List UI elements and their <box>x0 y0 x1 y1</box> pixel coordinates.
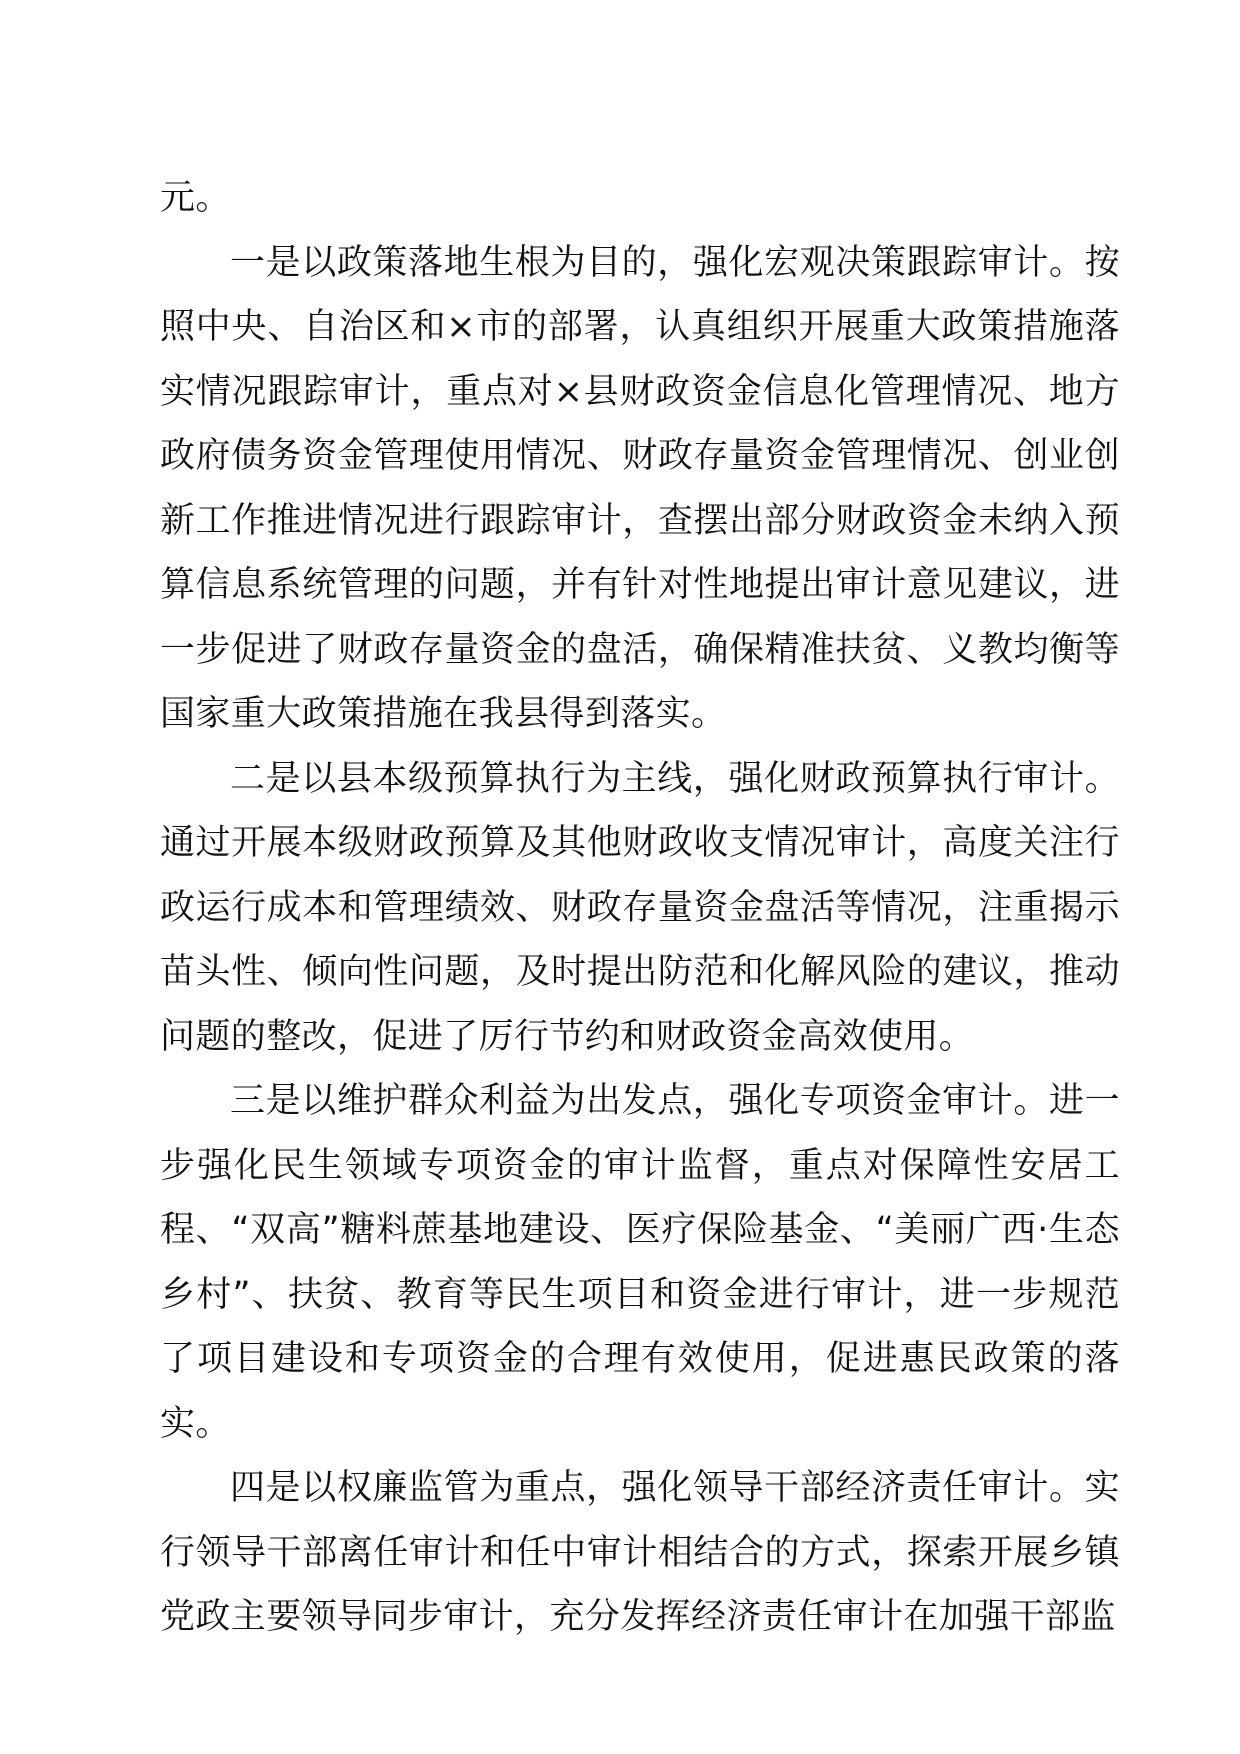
paragraph-continuation: 元。 <box>160 178 231 218</box>
paragraph-policy-audit: 一是以政策落地生根为目的，强化宏观决策跟踪审计。按照中央、自治区和×市的部署，认真组织开展重大政策措施落实情况跟踪审计，重点对×县财政资金信息化管理情况、地方政府债务资金管理使用情况、财政存量资金管理情况、创业创新工作推进情况进行跟踪审计，查摆出部分财政资金未纳入预算信息系统管理的问题，并有针对性地提出审计意见建议，进一步促进了财政存量资金的盘活，确保精准扶贫、义教均衡等国家重大政策措施在我县得到落实。 <box>160 242 1120 734</box>
paragraph-special-funds-audit: 三是以维护群众利益为出发点，强化专项资金审计。进一步强化民生领域专项资金的审计监督，重点对保障性安居工程、“双高”糖料蔗基地建设、医疗保险基金、“美丽广西·生态乡村”、扶贫、教育等民生项目和资金进行审计，进一步规范了项目建设和专项资金的合理有效使用，促进惠民政策的落实。 <box>160 1081 1120 1444</box>
document-body <box>160 166 1120 1650</box>
paragraph-budget-audit: 二是以县本级预算执行为主线，强化财政预算执行审计。通过开展本级财政预算及其他财政收支情况审计，高度关注行政运行成本和管理绩效、财政存量资金盘活等情况，注重揭示苗头性、倾向性问题，及时提出防范和化解风险的建议，推动问题的整改，促进了厉行节约和财政资金高效使用。 <box>160 758 1120 1057</box>
paragraph-economic-responsibility-audit: 四是以权廉监管为重点，强化领导干部经济责任审计。实行领导干部离任审计和任中审计相结合的方式，探索开展乡镇党政主要领导同步审计，充分发挥经济责任审计在加强干部监 <box>160 1468 1120 1637</box>
